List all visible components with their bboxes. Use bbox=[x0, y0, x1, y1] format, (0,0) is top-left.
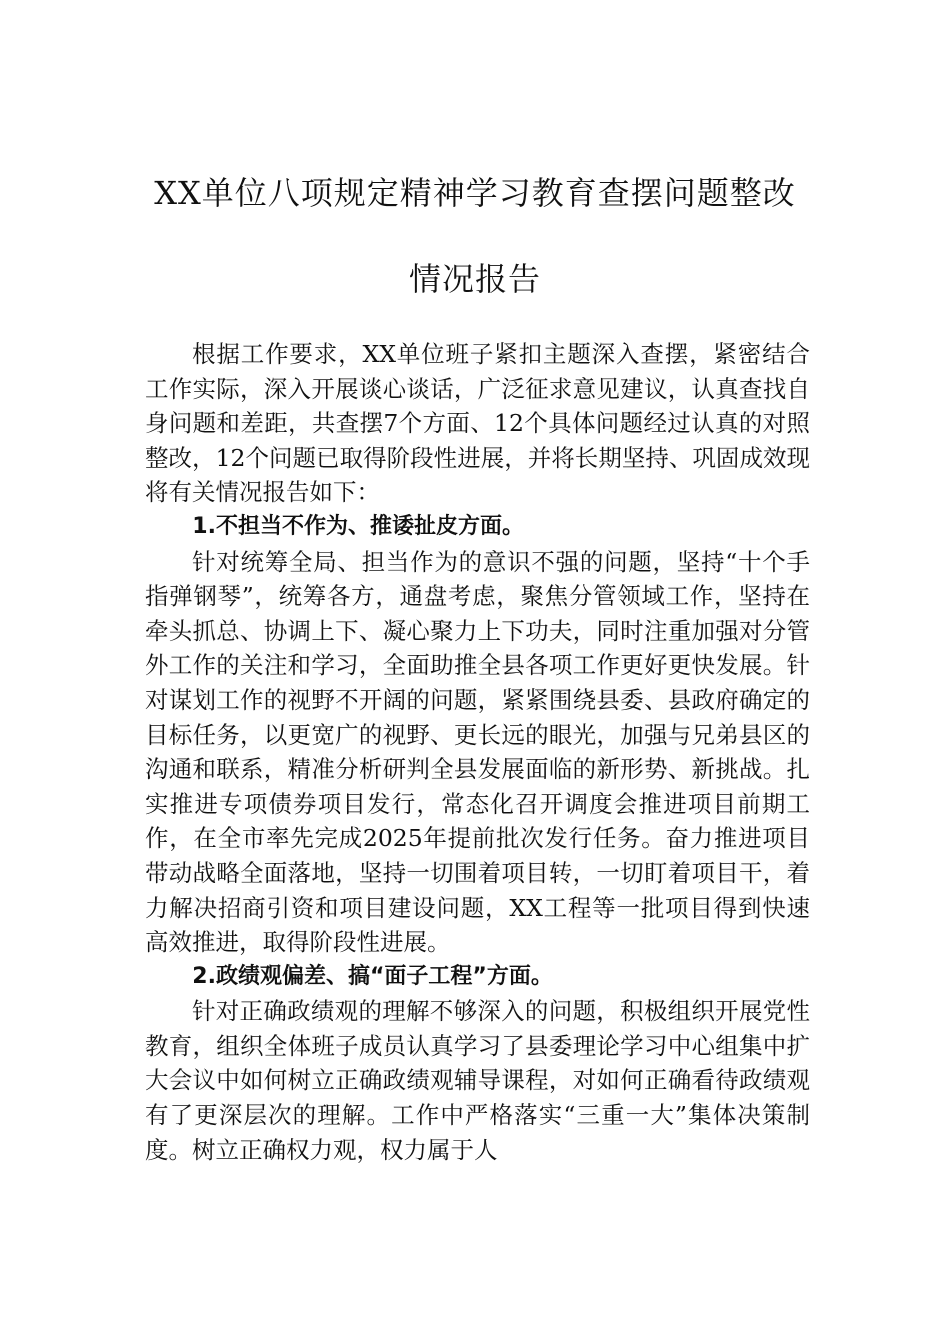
document-title: XX单位八项规定精神学习教育查摆问题整改情况报告 bbox=[154, 174, 796, 298]
section-1-paragraph: 针对统筹全局、担当作为的意识不强的问题，坚持“十个手指弹钢琴”，统筹各方，通盘考虑，聚焦分管领域工作，坚持在牵头抓总、协调上下、凝心聚力上下功夫，同时注重加强对分管外工作的关注和学习，全面助推全县各项工作更好更快发展。针对谋划工作的视野不开阔的问题，紧紧围绕县委、县政府确定的目标任务，以更宽广的视野、更长远的眼光，加强与兄弟县区的沟通和联系，精准分析研判全县发展面临的新形势、新挑战。扎实推进专项债券项目发行，常态化召开调度会推进项目前期工作，在全市率先完成2025年提前批次发行任务。奋力推进项目带动战略全面落地，坚持一切围着项目转，一切盯着项目干，着力解决招商引资和项目建设问题，XX工程等一批项目得到快速高效推进，取得阶段性进展。 bbox=[145, 547, 810, 957]
section-2-heading: 2.政绩观偏差、搞“面子工程”方面。 bbox=[192, 963, 553, 989]
section-2-paragraph: 针对正确政绩观的理解不够深入的问题，积极组织开展党性教育，组织全体班子成员认真学习了县委理论学习中心组集中扩大会议中如何树立正确政绩观辅导课程，对如何正确看待政绩观有了更深层次的理解。工作中严格落实“三重一大”集体决策制度。树立正确权力观，权力属于人 bbox=[145, 997, 810, 1164]
intro-paragraph: 根据工作要求，XX单位班子紧扣主题深入查摆，紧密结合工作实际，深入开展谈心谈话，广泛征求意见建议，认真查找自身问题和差距，共查摆7个方面、12个具体问题经过认真的对照整改，12个问题已取得阶段性进展，并将长期坚持、巩固成效现将有关情况报告如下： bbox=[145, 340, 810, 507]
document-body bbox=[145, 337, 810, 1167]
section-1-heading: 1.不担当不作为、推诿扯皮方面。 bbox=[192, 513, 524, 539]
